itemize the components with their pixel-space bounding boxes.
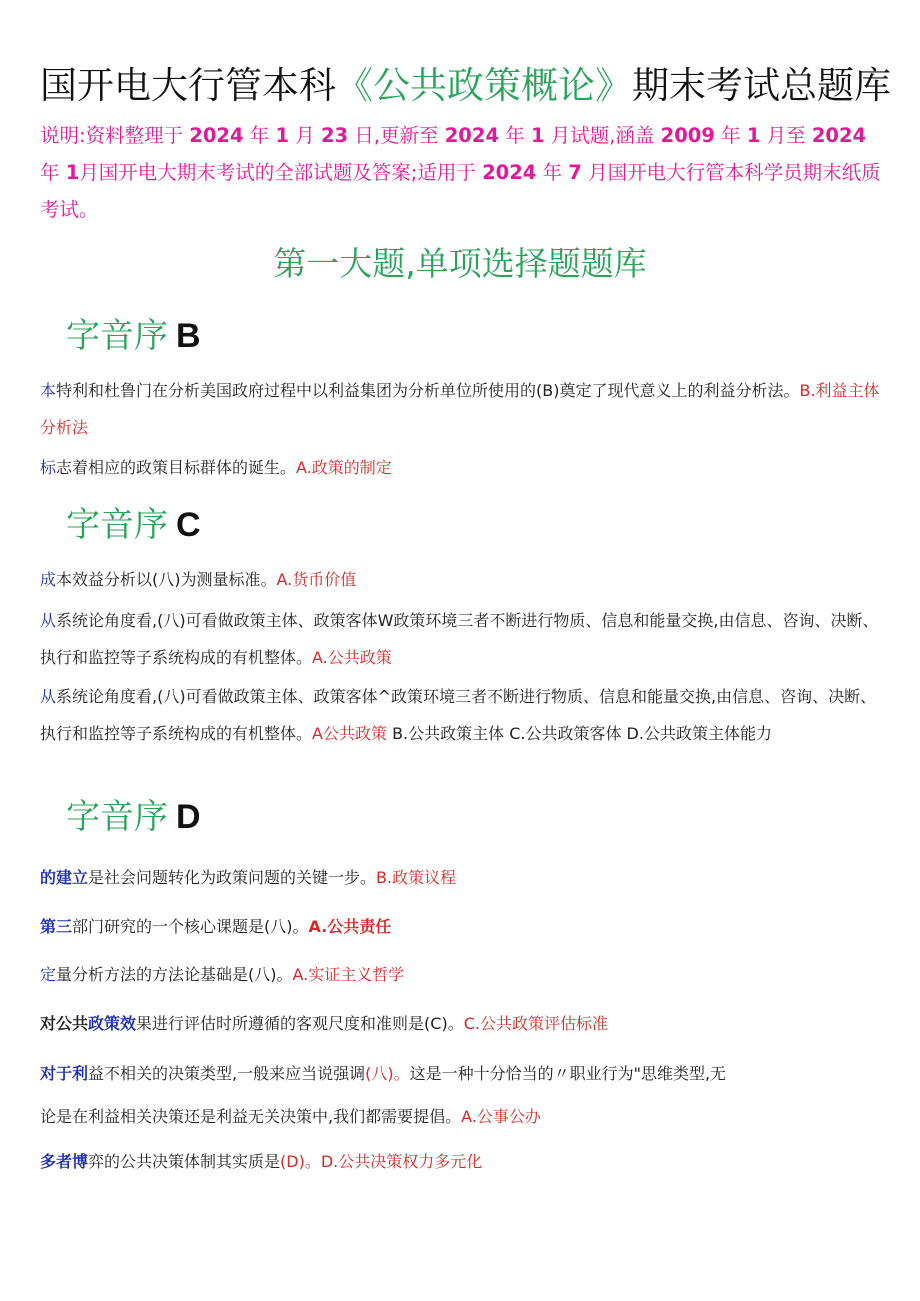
note-number: 2024	[811, 124, 867, 147]
group-letter: C	[176, 506, 201, 544]
question-blank: (D)。	[280, 1152, 321, 1171]
note-text: 年	[505, 124, 525, 147]
question-item-continued	[40, 1106, 882, 1128]
question-item	[40, 457, 882, 479]
question-text: 系统论角度看,(八)可看做政策主体、政策客体^政策环境三者不断进行物质、信息和能量交换,由信息、咨询、决断、执行和监控等子系统构成的有机整体。	[40, 687, 877, 743]
question-text: 特利和杜鲁门在分析美国政府过程中以利益集团为分析单位所使用的(B)奠定了现代意义上的利益分析法。	[56, 381, 800, 400]
group-letter: D	[176, 798, 201, 836]
note-number: 7	[568, 161, 582, 184]
note-text: 年	[249, 124, 270, 147]
group-label: 字音序	[66, 505, 168, 545]
question-text: 本效益分析以(八)为测量标准。	[56, 570, 277, 589]
note-text: 日,更新至	[354, 124, 439, 147]
page-title	[40, 62, 891, 110]
note-text: 月试题,涵盖	[550, 124, 655, 147]
question-item	[40, 1013, 882, 1035]
description-note	[40, 117, 882, 228]
group-heading-d	[66, 795, 201, 839]
question-text: 志着相应的政策目标群体的诞生。	[56, 458, 297, 477]
note-text: 年	[721, 124, 741, 147]
group-heading-b	[66, 314, 201, 358]
section-title: 第一大题,单项选择题题库	[273, 244, 647, 283]
question-lead: 对于利	[40, 1064, 89, 1083]
note-number: 2024	[189, 124, 244, 147]
question-blank: (八)。	[365, 1064, 410, 1083]
question-answer: C.公共政策评估标准	[463, 1014, 608, 1033]
question-text: 是社会问题转化为政策问题的关键一步。	[88, 868, 377, 887]
question-lead: 成	[40, 570, 57, 589]
note-text: 月至	[766, 124, 806, 147]
question-text: 论是在利益相关决策还是利益无关决策中,我们都需要提倡。	[40, 1107, 462, 1126]
title-part-1: 国开电大行管本科	[40, 64, 336, 107]
group-heading-c	[66, 503, 201, 547]
question-lead: 对公共	[40, 1014, 89, 1033]
question-answer: A.公共责任	[308, 917, 392, 936]
note-number: 2024	[444, 124, 500, 147]
note-number: 2024	[482, 161, 537, 184]
question-item	[40, 1063, 882, 1085]
title-part-3: 期末考试总题库	[632, 64, 891, 107]
note-text: 年	[542, 161, 563, 184]
question-answer: A公共政策	[312, 724, 387, 743]
question-answer: A.政策的制定	[296, 458, 392, 477]
note-text: 月	[295, 124, 315, 147]
question-lead: 从	[40, 687, 57, 706]
note-text: 说明:资料整理于	[40, 124, 184, 147]
question-item	[40, 964, 882, 986]
question-lead: 从	[40, 611, 57, 630]
question-answer: A.公事公办	[461, 1107, 541, 1126]
note-number: 1	[530, 124, 545, 147]
question-item	[40, 1151, 882, 1173]
question-lead: 定	[40, 965, 57, 984]
question-text: 量分析方法的方法论基础是(八)。	[56, 965, 293, 984]
question-answer: B.利益主体分析法	[40, 381, 880, 437]
question-answer: A.实证主义哲学	[292, 965, 405, 984]
group-label: 字音序	[66, 316, 168, 356]
note-number: 1	[65, 161, 80, 184]
question-answer: B.政策议程	[376, 868, 457, 887]
note-number: 2009	[660, 124, 715, 147]
note-number: 1	[746, 124, 761, 147]
group-letter: B	[176, 317, 201, 355]
question-item	[40, 569, 882, 591]
note-number: 23	[320, 124, 349, 147]
question-item	[40, 372, 882, 446]
question-item	[40, 678, 882, 752]
question-answer: A.公共政策	[312, 648, 392, 667]
note-text: 年	[40, 161, 60, 184]
note-text: 月国开电大期末考试的全部试题及答案;适用于	[79, 161, 476, 184]
question-lead: 多者博	[40, 1152, 89, 1171]
note-text: 月国开电大行管本科学员期末纸质考试。	[40, 161, 881, 221]
question-item	[40, 602, 882, 676]
question-text: 部门研究的一个核心课题是(八)。	[72, 917, 309, 936]
question-options: B.公共政策主体 C.公共政策客体 D.公共政策主体能力	[392, 724, 772, 743]
question-lead: 本	[40, 381, 57, 400]
question-lead: 的建立	[40, 868, 89, 887]
question-text: 益不相关的决策类型,一般来应当说强调	[88, 1064, 366, 1083]
group-label: 字音序	[66, 797, 168, 837]
title-course-name: 《公共政策概论》	[336, 64, 632, 107]
note-number: 1	[275, 124, 290, 147]
question-lead: 第三	[40, 917, 73, 936]
question-text: 果进行评估时所遵循的客观尺度和准则是(C)。	[136, 1014, 464, 1033]
question-text: 系统论角度看,(八)可看做政策主体、政策客体W政策环境三者不断进行物质、信息和能量交换,由信息、咨询、决断、执行和监控等子系统构成的有机整体。	[40, 611, 879, 667]
question-lead: 标	[40, 458, 57, 477]
question-answer: A.货币价值	[276, 570, 357, 589]
question-lead: 政策效	[88, 1014, 137, 1033]
question-text: 弈的公共决策体制其实质是	[88, 1152, 281, 1171]
question-answer: D.公共决策权力多元化	[320, 1152, 483, 1171]
question-item	[40, 916, 882, 938]
question-item	[40, 867, 882, 889]
question-text: 这是一种十分恰当的〃职业行为"思维类型,无	[409, 1064, 727, 1083]
